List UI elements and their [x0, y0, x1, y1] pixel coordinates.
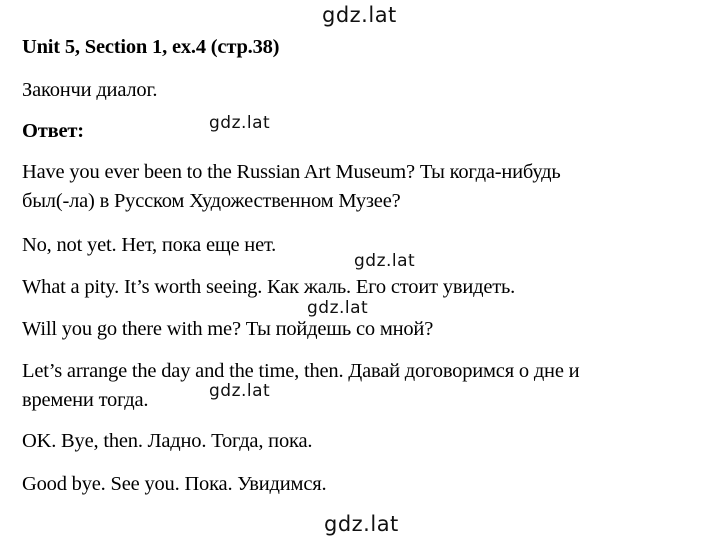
exercise-heading: Unit 5, Section 1, ex.4 (стр.38) [22, 36, 280, 58]
watermark-answer: gdz.lat [209, 113, 271, 133]
dialogue-line-9: Good bye. See you. Пока. Увидимся. [22, 473, 327, 495]
dialogue-line-4: What a pity. It’s worth seeing. Как жаль. Его стоит увидеть. [22, 276, 516, 298]
answer-label: Ответ: [22, 120, 84, 142]
watermark-top: gdz.lat [322, 3, 397, 27]
dialogue-line-5: Will you go there with me? Ты пойдешь со мной? [22, 318, 434, 340]
dialogue-line-6: Let’s arrange the day and the time, then. Давай договоримся о дне и [22, 360, 580, 382]
dialogue-line-3: No, not yet. Нет, пока еще нет. [22, 234, 277, 256]
dialogue-line-7: времени тогда. [22, 389, 149, 411]
dialogue-line-1: Have you ever been to the Russian Art Museum? Ты когда-нибудь [22, 161, 561, 183]
watermark-middle-1: gdz.lat [354, 251, 416, 271]
dialogue-line-8: OK. Bye, then. Ладно. Тогда, пока. [22, 430, 313, 452]
watermark-middle-2: gdz.lat [307, 298, 369, 318]
dialogue-line-2: был(-ла) в Русском Художественном Музее? [22, 190, 401, 212]
watermark-bottom: gdz.lat [324, 512, 399, 536]
watermark-middle-3: gdz.lat [209, 381, 271, 401]
instruction-text: Закончи диалог. [22, 79, 158, 101]
